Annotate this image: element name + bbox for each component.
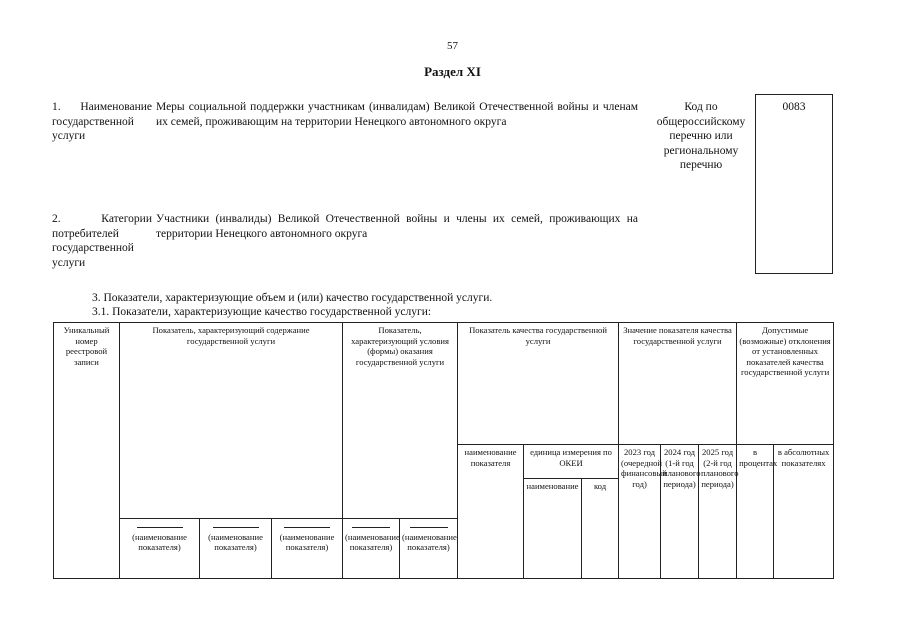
content-indicator-name-1: (наименование показателя) xyxy=(132,531,187,553)
header-in-percent: в процентах xyxy=(737,445,774,579)
header-unit-code: код xyxy=(582,479,619,579)
header-year-2024: 2024 год (1-й год планового периода) xyxy=(661,445,699,579)
content-indicator-col-1 xyxy=(120,519,200,579)
service-name-value: Меры социальной поддержки участникам (инвалидам) Великой Отечественной войны и членам их семей, проживающим на территории Ненецкого автономного округа xyxy=(156,101,638,128)
header-year-2023: 2023 год (очередной финансовый год) xyxy=(619,445,661,579)
quality-indicators-table xyxy=(53,322,834,579)
blank-line xyxy=(352,527,390,528)
condition-indicator-name-1: (наименование показателя) xyxy=(345,531,400,553)
registry-code-label: Код по общероссийскому перечню или региональному перечню xyxy=(656,101,746,171)
blank-line xyxy=(410,527,448,528)
header-content-indicator: Показатель, характеризующий содержание государственной услуги xyxy=(120,323,343,519)
blank-line xyxy=(284,527,330,528)
condition-indicator-col-2 xyxy=(400,519,458,579)
header-year-2025: 2025 год (2-й год планового периода) xyxy=(699,445,737,579)
section-title: Раздел XI xyxy=(424,64,481,79)
header-quality-indicator: Показатель качества государственной услуги xyxy=(458,323,619,445)
header-unit-name: наименование xyxy=(524,479,582,579)
header-unit-okei: единица измерения по ОКЕИ xyxy=(524,445,619,479)
content-indicator-name-3: (наименование показателя) xyxy=(279,531,335,553)
header-indicator-value: Значение показателя качества государственной услуги xyxy=(619,323,737,445)
content-indicator-col-2 xyxy=(200,519,272,579)
header-condition-indicator: Показатель, характеризующий условия (формы) оказания государственной услуги xyxy=(343,323,458,519)
header-in-absolute: в абсолютных показателях xyxy=(774,445,834,579)
registry-code-box xyxy=(755,94,833,274)
content-indicator-name-2: (наименование показателя) xyxy=(208,531,263,553)
condition-indicator-col-1 xyxy=(343,519,400,579)
condition-indicator-name-2: (наименование показателя) xyxy=(402,531,457,553)
header-unique-number: Уникальный номер реестровой записи xyxy=(54,323,120,579)
blank-line xyxy=(213,527,259,528)
blank-line xyxy=(137,527,183,528)
content-indicator-col-3 xyxy=(272,519,343,579)
header-indicator-name: наименование показателя xyxy=(458,445,524,579)
service-name-label: 1. Наименование государственной услуги xyxy=(52,101,152,142)
indicators-heading: 3. Показатели, характеризующие объем и (или) качество государственной услуги. xyxy=(92,292,493,304)
consumer-category-label: 2. Категории потребителей государственной услуги xyxy=(52,213,152,269)
registry-code-value: 0083 xyxy=(782,101,806,113)
consumer-category-value: Участники (инвалиды) Великой Отечественной войны и члены их семей, проживающих на территории Ненецкого автономного округа xyxy=(156,213,638,240)
page-number: 57 xyxy=(447,40,458,52)
quality-indicators-heading: 3.1. Показатели, характеризующие качество государственной услуги: xyxy=(92,306,432,318)
header-deviations: Допустимые (возможные) отклонения от установленных показателей качества государственной услуги xyxy=(737,323,834,445)
